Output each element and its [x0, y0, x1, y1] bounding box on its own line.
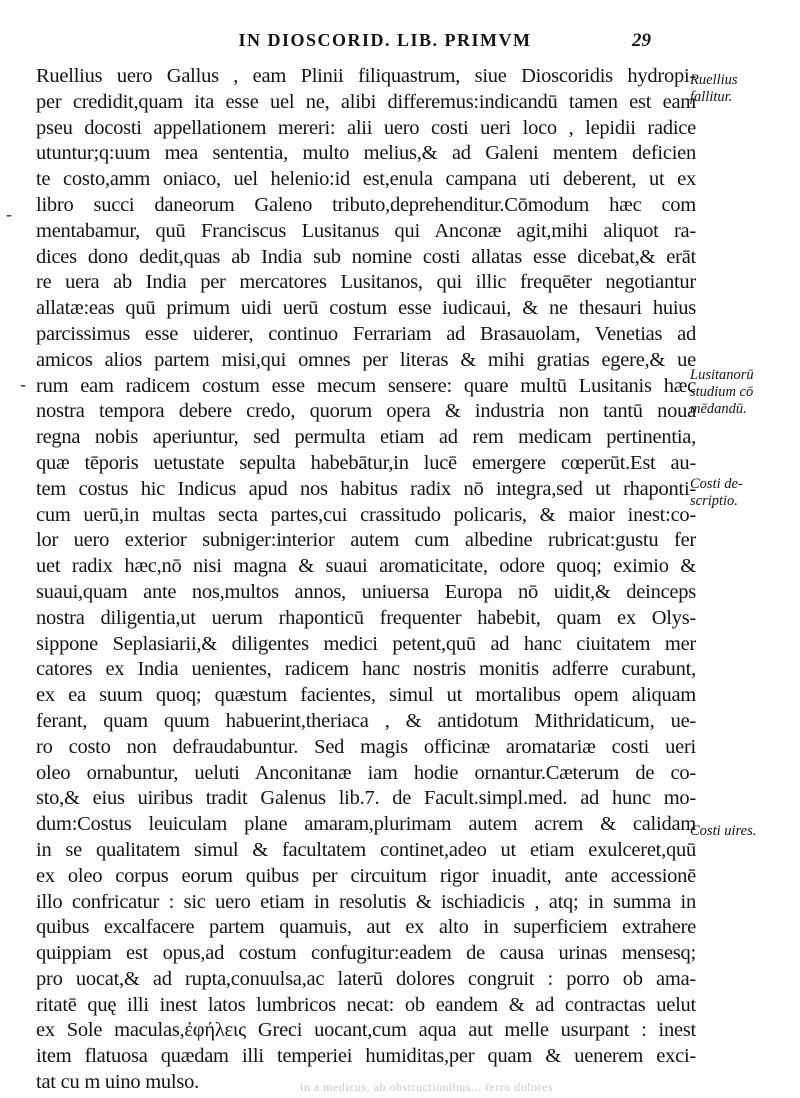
- marginal-note-costi-uires: [690, 823, 756, 840]
- marginal-note-ruellius: [690, 72, 738, 106]
- marginal-note-lusitanorum: [690, 367, 754, 418]
- marginal-note-costi-descriptio: [690, 476, 743, 510]
- text-line: oleo ornabuntur, ueluti Anconitanæ iam hodie ornantur.Cæterum de co-: [36, 761, 696, 784]
- text-line: sto,& eius uiribus tradit Galenus lib.7. de Facult.simpl.med. ad hunc mo-: [36, 787, 696, 810]
- text-line: ritatē quę illi inest latos lumbricos necat: ob eandem & ad contractas uelut: [36, 993, 696, 1016]
- text-line: nostra diligentia,ut uerum rhaponticū frequenter habebit, quam ex Olys-: [36, 606, 696, 629]
- text-line: pseu docosti appellationem mereri: alii uero costi ueri loco , lepidii radice: [36, 116, 696, 139]
- text-line: in se qualitatem simul & facultatem continet,adeo ut etiam exulceret,quū: [36, 838, 696, 861]
- text-line: rum eam radicem costum esse mecum sensere: quare multū Lusitanis hæc: [36, 374, 696, 397]
- text-line: nostra tempora debere credo, quorum opera & industria non tantū noua: [36, 400, 696, 423]
- text-line: ex ea suum quoq; quæstum facientes, simul ut mortalibus opem aliquam: [36, 684, 696, 707]
- text-line: mentabamur, quū Franciscus Lusitanus qui Anconæ agit,mihi aliquot ra-: [36, 219, 696, 242]
- text-line: Ruellius uero Gallus , eam Plinii filiquastrum, siue Dioscoridis hydropi-: [36, 65, 696, 87]
- text-line: item flatuosa quædam illi temperiei humiditas,per quam & uenerem exci-: [36, 1045, 696, 1068]
- text-line: quibus excalfacere partem quamuis, aut ex alto in superficiem extrahere: [36, 916, 696, 939]
- text-line: per credidit,quam ita esse uel ne, alibi differemus:indicandū tamen est eam: [36, 90, 696, 113]
- text-line: suaui,quam ante nos,multos annos, uniuersa Europa nō uidit,& deinceps: [36, 580, 696, 603]
- marginal-note-line: Ruellius: [690, 72, 738, 88]
- text-line: uet radix hæc,nō nisi magna & suaui aromaticitate, odore quoq; eximio &: [36, 555, 696, 578]
- text-line: dum:Costus leuiculam plane amaram,plurimam autem acrem & calidam: [36, 813, 696, 836]
- text-line: pro uocat,& ad rupta,conuulsa,ac laterū dolores congruit : porro ob ama-: [36, 967, 696, 990]
- text-line: quippiam est opus,ad costum confugitur:eadem de causa urinas mensesq;: [36, 942, 696, 965]
- marginal-note-line: studium cō: [690, 384, 754, 400]
- text-line: regna nobis aperiuntur, sed permulta etiam ad rem medicam pertinentia,: [36, 426, 696, 449]
- text-line: ex Sole maculas,ἐφήλεις Greci uocant,cum aqua aut melle usurpant : inest: [36, 1019, 696, 1042]
- text-line: allatæ:eas quū primum uidi uerū costum esse iudicaui, & ne thesauri huius: [36, 297, 696, 320]
- text-line: catores ex India uenientes, radicem hanc nostris monitis adferre curabunt,: [36, 658, 696, 681]
- text-line: cum uerū,in multas secta partes,cui crassitudo policaris, & maior inest:co-: [36, 503, 696, 526]
- marginal-note-line: Lusitanorū: [690, 367, 754, 383]
- marginal-note-line: Costi uires.: [690, 823, 757, 839]
- margin-dash-mark: -: [20, 374, 26, 394]
- text-line: libro succi daneorum Galeno tributo,deprehenditur.Cōmodum hæc com: [36, 193, 696, 216]
- marginal-note-line: Costi de-: [690, 476, 743, 492]
- text-line: ro costo non defraudabuntur. Sed magis officinæ aromatariæ costi ueri: [36, 735, 696, 758]
- margin-dash-mark: -: [6, 204, 12, 224]
- text-line: lor uero exterior subniger:interior autem cum albedine rubricat:gustu fer: [36, 529, 696, 552]
- text-line: quæ tēporis uetustate sepulta habebātur,in lucē emergere cœperūt.Est au-: [36, 451, 696, 474]
- main-text-block: [36, 64, 696, 1096]
- text-line: te costo,amm oniaco, uel helenio:id est,enula campana uti deberent, ut ex: [36, 168, 696, 191]
- text-line: illo confricatur : sic uero etiam in resolutis & ischiadicis , atq; in summa in: [36, 890, 696, 913]
- text-line: sippone Seplasiarii,& diligentes medici petent,quū ad hanc ciuitatem mer: [36, 632, 696, 655]
- text-line: re uera ab India per mercatores Lusitanos, qui illic frequēter negotiantur: [36, 271, 696, 294]
- text-line: amicos alios partem misi,qui omnes per literas & mihi gratias egere,& ue: [36, 348, 696, 371]
- text-line: dices dono dedit,quas ab India sub nomine costi allatas esse dicebat,& erāt: [36, 245, 696, 268]
- bleed-through-text: in a medicus, ab obstructionibus... ferro dolores: [300, 1080, 554, 1094]
- text-line: tem costus hic Indicus apud nos habitus radix nō integra,sed ut rhaponti-: [36, 477, 696, 500]
- running-title: IN DIOSCORID. LIB. PRIMVM: [238, 30, 532, 50]
- marginal-note-line: scriptio.: [690, 493, 738, 509]
- text-line: utuntur;q:uum mea sententia, multo melius,& ad Galeni mentem deficien: [36, 142, 696, 165]
- text-line: ferant, quam quum habuerint,theriaca , & antidotum Mithridaticum, ue-: [36, 709, 696, 732]
- text-line: ex oleo corpus eorum quibus per circuitum rigor inuadit, ante accessionē: [36, 864, 696, 887]
- text-line: parcissimus esse uiderer, continuo Ferrariam ad Brasauolam, Venetias ad: [36, 322, 696, 345]
- page-number: 29: [632, 30, 651, 51]
- marginal-note-line: mēdandū.: [690, 401, 747, 417]
- text-line: tat cu m uino mulso.: [36, 1071, 199, 1094]
- marginal-note-line: fallitur.: [690, 89, 733, 105]
